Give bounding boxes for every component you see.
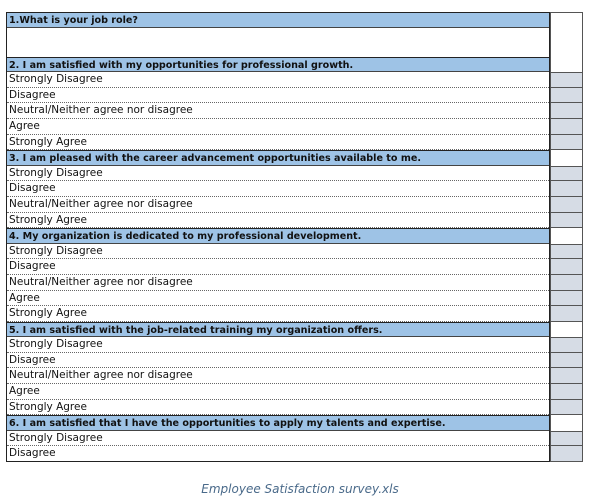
option-row: Strongly Agree <box>7 135 549 151</box>
option-row: Agree <box>7 384 549 400</box>
answer-cell-header <box>550 322 583 338</box>
answer-checkbox-cell[interactable] <box>550 259 583 275</box>
answer-checkbox-cell[interactable] <box>550 135 583 151</box>
option-row: Disagree <box>7 259 549 275</box>
option-row: Strongly Disagree <box>7 337 549 353</box>
answer-checkbox-cell[interactable] <box>550 88 583 104</box>
option-row: Neutral/Neither agree nor disagree <box>7 103 549 119</box>
question-header: 1.What is your job role? <box>7 12 549 28</box>
option-row: Strongly Disagree <box>7 244 549 260</box>
option-row: Disagree <box>7 353 549 369</box>
answer-checkbox-cell[interactable] <box>550 275 583 291</box>
answer-checkbox-cell[interactable] <box>550 244 583 260</box>
option-row: Neutral/Neither agree nor disagree <box>7 197 549 213</box>
option-row: Strongly Agree <box>7 400 549 416</box>
answer-checkbox-cell[interactable] <box>550 181 583 197</box>
questions-column <box>6 12 550 462</box>
text-answer-area <box>7 28 549 57</box>
option-row: Strongly Agree <box>7 213 549 229</box>
option-row: Strongly Disagree <box>7 431 549 447</box>
option-row: Agree <box>7 119 549 135</box>
answer-cell-header <box>550 57 583 73</box>
option-row: Neutral/Neither agree nor disagree <box>7 368 549 384</box>
answer-checkbox-cell[interactable] <box>550 213 583 229</box>
option-row: Strongly Disagree <box>7 166 549 182</box>
question-header: 6. I am satisfied that I have the opportunities to apply my talents and expertise. <box>7 415 549 431</box>
answer-checkbox-cell[interactable] <box>550 431 583 447</box>
answer-checkbox-cell[interactable] <box>550 353 583 369</box>
answer-cell-header <box>550 415 583 431</box>
answer-column <box>550 12 583 462</box>
answer-checkbox-cell[interactable] <box>550 103 583 119</box>
option-row: Strongly Disagree <box>7 72 549 88</box>
answer-cell-header <box>550 150 583 166</box>
answer-checkbox-cell[interactable] <box>550 291 583 307</box>
answer-checkbox-cell[interactable] <box>550 72 583 88</box>
answer-checkbox-cell[interactable] <box>550 197 583 213</box>
answer-checkbox-cell[interactable] <box>550 166 583 182</box>
answer-cell-blank <box>550 12 583 57</box>
answer-checkbox-cell[interactable] <box>550 337 583 353</box>
option-row: Agree <box>7 291 549 307</box>
option-row: Disagree <box>7 88 549 104</box>
option-row: Strongly Agree <box>7 306 549 322</box>
question-header: 5. I am satisfied with the job-related training my organization offers. <box>7 322 549 338</box>
figure-caption: Employee Satisfaction survey.xls <box>201 482 399 496</box>
answer-checkbox-cell[interactable] <box>550 446 583 462</box>
answer-checkbox-cell[interactable] <box>550 306 583 322</box>
option-row: Disagree <box>7 446 549 462</box>
answer-checkbox-cell[interactable] <box>550 384 583 400</box>
answer-checkbox-cell[interactable] <box>550 119 583 135</box>
option-row: Disagree <box>7 181 549 197</box>
answer-checkbox-cell[interactable] <box>550 400 583 416</box>
answer-cell-header <box>550 228 583 244</box>
answer-checkbox-cell[interactable] <box>550 368 583 384</box>
question-header: 2. I am satisfied with my opportunities for professional growth. <box>7 57 549 73</box>
option-row: Neutral/Neither agree nor disagree <box>7 275 549 291</box>
question-header: 4. My organization is dedicated to my professional development. <box>7 228 549 244</box>
question-header: 3. I am pleased with the career advancement opportunities available to me. <box>7 150 549 166</box>
